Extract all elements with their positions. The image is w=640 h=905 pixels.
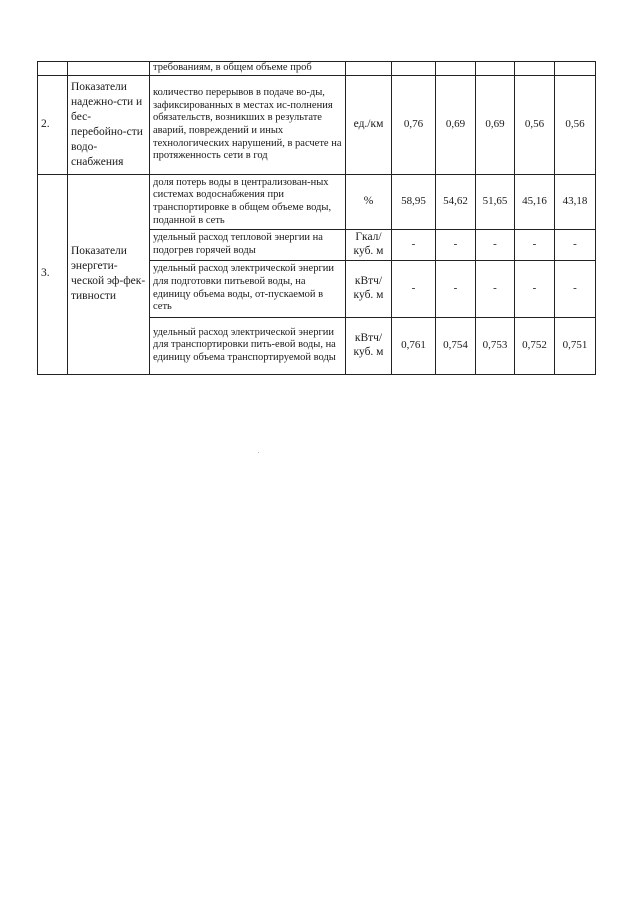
indicator-description: доля потерь воды в централизован-ных системах водоснабжения при транспортировке в общем объеме воды, поданной в сеть [150,175,346,230]
value-cell [436,62,476,76]
group-cell: Показатели надежно-сти и бес-перебойно-сти водо-снабжения [68,76,150,175]
value-cell: 0,752 [515,317,555,374]
scan-speck [258,452,259,453]
value-cell: 0,69 [436,76,476,175]
value-cell: - [555,230,596,261]
indicator-description: количество перерывов в подаче во-ды, зафиксированных в местах ис-полнения обязательств, возникших в результате аварий, повреждений и иных технологических нарушений, в расчете на протяженность сети в год [150,76,346,175]
value-cell: - [515,230,555,261]
indicator-description: удельный расход электрической энергии для транспортировки пить-евой воды, на единицу объема транспортируемой воды [150,317,346,374]
value-cell: 0,76 [392,76,436,175]
unit-cell: Гкал/ куб. м [346,230,392,261]
value-cell: 43,18 [555,175,596,230]
value-cell: 0,753 [476,317,515,374]
indicator-description: удельный расход электрической энергии для подготовки питьевой воды, на единицу объема воды, от-пускаемой в сеть [150,260,346,317]
unit-cell: ед./км [346,76,392,175]
value-cell: 45,16 [515,175,555,230]
value-cell: - [476,230,515,261]
value-cell: 0,761 [392,317,436,374]
value-cell [476,62,515,76]
table-row-continuation [38,62,596,76]
row-number [38,62,68,76]
value-cell: 0,56 [555,76,596,175]
row-number: 3. [38,175,68,375]
value-cell: - [436,260,476,317]
group-cell: Показатели энергети-ческой эф-фек-тивности [68,175,150,375]
value-cell: 58,95 [392,175,436,230]
value-cell [555,62,596,76]
table-row-reliability [38,76,596,175]
value-cell: 0,751 [555,317,596,374]
value-cell: - [476,260,515,317]
value-cell: 0,69 [476,76,515,175]
unit-cell [346,62,392,76]
value-cell: 54,62 [436,175,476,230]
indicator-description: требованиям, в общем объеме проб [150,62,346,76]
table-row-energy-losses [38,175,596,230]
unit-cell: % [346,175,392,230]
value-cell [515,62,555,76]
value-cell: - [515,260,555,317]
group-cell [68,62,150,76]
indicator-description: удельный расход тепловой энергии на подогрев горячей воды [150,230,346,261]
unit-cell: кВтч/ куб. м [346,260,392,317]
value-cell: - [436,230,476,261]
value-cell [392,62,436,76]
value-cell: - [392,230,436,261]
row-number: 2. [38,76,68,175]
indicators-table [37,61,596,375]
value-cell: - [392,260,436,317]
value-cell: 0,754 [436,317,476,374]
value-cell: 51,65 [476,175,515,230]
unit-cell: кВтч/ куб. м [346,317,392,374]
value-cell: - [555,260,596,317]
value-cell: 0,56 [515,76,555,175]
